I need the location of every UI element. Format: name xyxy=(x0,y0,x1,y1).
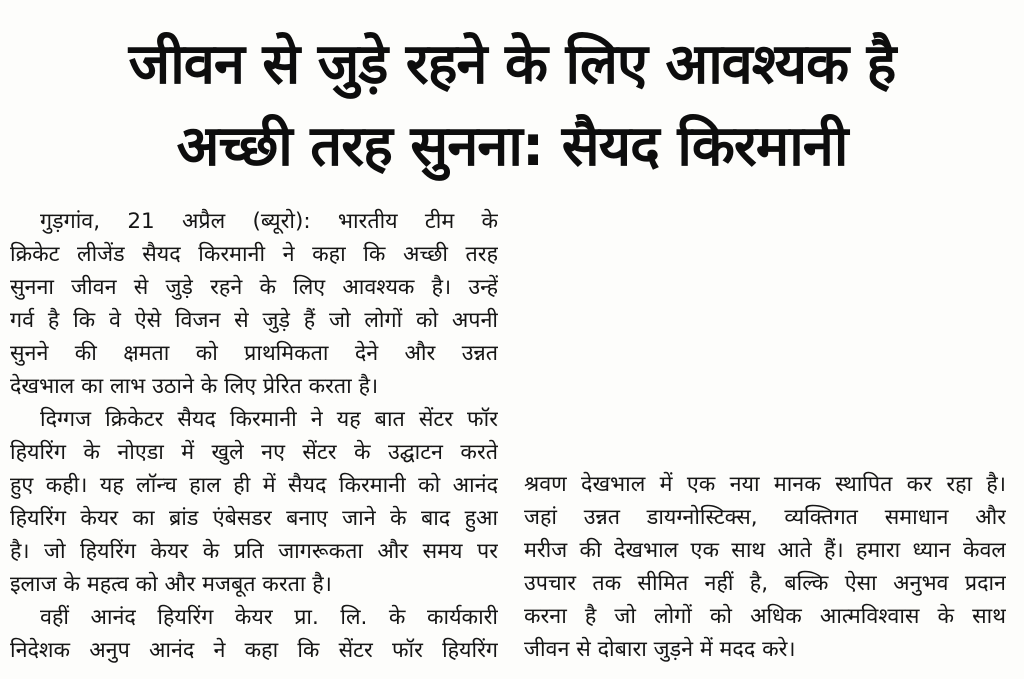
article-line: सुनने की क्षमता को प्राथमिकता देने और उन्नत xyxy=(10,341,498,366)
article-line: है। जो हियरिंग केयर के प्रति जागरूकता और समय पर xyxy=(10,539,498,564)
article-line: वहीं आनंद हियरिंग केयर प्रा. लि. के कार्यकारी xyxy=(40,605,498,630)
article-line: निदेशक अनुप आनंद ने कहा कि सेंटर फॉर हियरिंग xyxy=(10,638,498,663)
article-line: गुड़गांव, 21 अप्रैल (ब्यूरो): भारतीय टीम के xyxy=(40,209,498,234)
article-line: जीवन से दोबारा जुड़ने में मदद करे। xyxy=(524,637,796,662)
article-line: दिग्गज क्रिकेटर सैयद किरमानी ने यह बात सेंटर फॉर xyxy=(40,407,498,432)
article-line: उपचार तक सीमित नहीं है, बल्कि ऐसा अनुभव प्रदान xyxy=(524,571,1006,596)
article-line: श्रवण देखभाल में एक नया मानक स्थापित कर रहा है। xyxy=(524,472,1006,497)
article-line: जहां उन्नत डायग्नोस्टिक्स, व्यक्तिगत समाधान और xyxy=(524,505,1006,530)
article-line: मरीज की देखभाल एक साथ आते हैं। हमारा ध्यान केवल xyxy=(524,538,1006,563)
article-line: देखभाल का लाभ उठाने के लिए प्रेरित करता है। xyxy=(10,374,379,399)
article-line: हियरिंग के नोएडा में खुले नए सेंटर के उद्घाटन करते xyxy=(10,440,498,465)
article-line: करना है जो लोगों को अधिक आत्मविश्वास के साथ xyxy=(524,604,1006,629)
headline-line-1: जीवन से जुड़े रहने के लिए आवश्यक है xyxy=(128,32,896,97)
article-right-column xyxy=(524,468,1006,678)
article-line: हुए कही। यह लॉन्च हाल ही में सैयद किरमानी को आनंद xyxy=(10,473,498,498)
article-left-column xyxy=(10,205,498,675)
article-line: गर्व है कि वे ऐसे विजन से जुड़े हैं जो लोगों को अपनी xyxy=(10,308,498,333)
headline-line-2: अच्छी तरह सुनना: सैयद किरमानी xyxy=(176,114,848,179)
article-line: इलाज के महत्व को और मजबूत करता है। xyxy=(10,572,332,597)
article-line: सुनना जीवन से जुड़े रहने के लिए आवश्यक है। उन्हें xyxy=(10,275,498,300)
article-line: क्रिकेट लीजेंड सैयद किरमानी ने कहा कि अच्छी तरह xyxy=(10,242,498,267)
article-line: हियरिंग केयर का ब्रांड एंबेसडर बनाए जाने के बाद हुआ xyxy=(10,506,498,531)
